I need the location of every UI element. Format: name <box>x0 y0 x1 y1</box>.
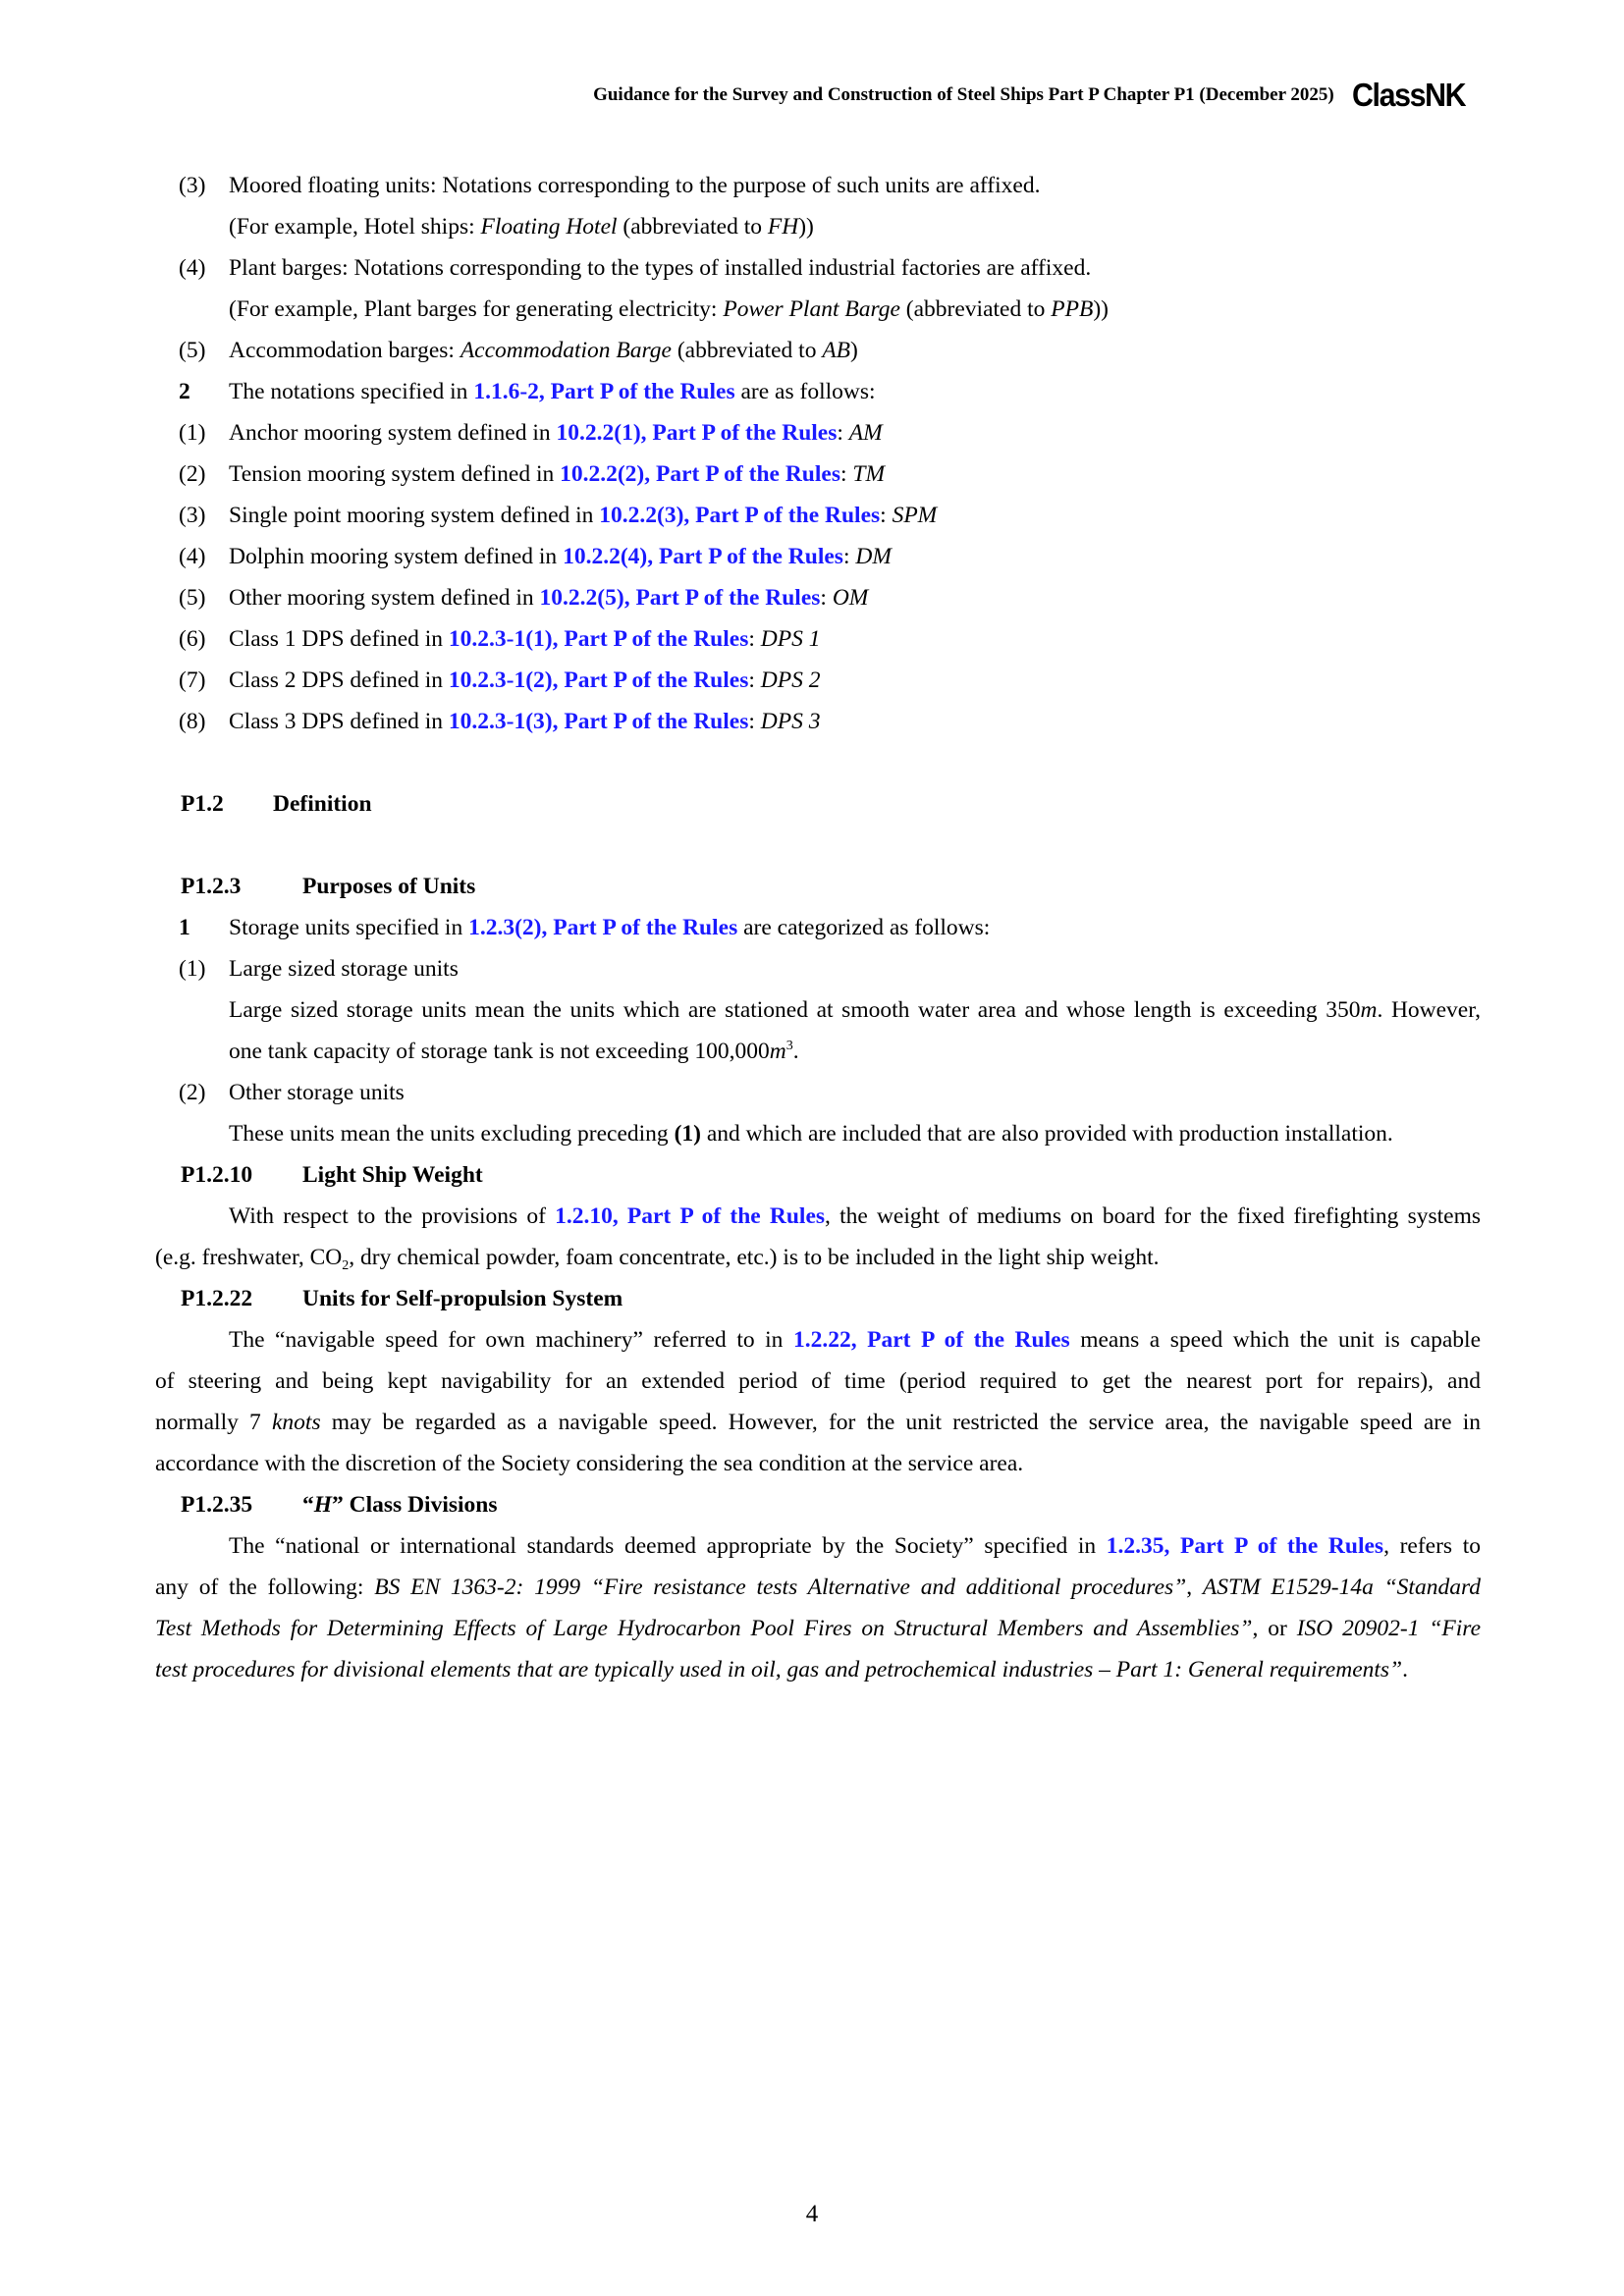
text-line: accordance with the discretion of the Society considering the sea condition at the service area. <box>155 1451 1024 1476</box>
header-title: Guidance for the Survey and Construction of Steel Ships Part P Chapter P1 (December 2025) <box>593 84 1334 105</box>
example-text: (For example, Hotel ships: Floating Hotel (abbreviated to FH)) <box>229 214 814 240</box>
section-number: P1.2.22 <box>181 1286 253 1311</box>
notation-code: SPM <box>892 503 938 528</box>
section-title: Purposes of Units <box>302 874 476 899</box>
section-heading-p1-2 <box>155 783 1481 825</box>
notation-code: DPS 3 <box>760 709 821 734</box>
rule-link[interactable]: 1.2.10, Part P of the Rules <box>555 1203 826 1229</box>
list-item: (4) Dolphin mooring system defined in 10.2.2(4), Part P of the Rules: DM <box>179 544 892 569</box>
text-line: normally 7 knots may be regarded as a navigable speed. However, for the unit restricted the service area, the navigable speed are in <box>155 1410 1481 1435</box>
section-title: “H” Class Divisions <box>302 1492 498 1518</box>
text-line: With respect to the provisions of 1.2.10, Part P of the Rules, the weight of mediums on board for the fixed firefighting systems <box>229 1203 1482 1229</box>
section-number: P1.2.3 <box>181 874 242 899</box>
item-text: Moored floating units: Notations corresponding to the purpose of such units are affixed. <box>229 173 1041 198</box>
item-label: (4) <box>179 255 206 281</box>
text-line: of steering and being kept navigability for an extended period of time (period required to get the nearest port for repairs), and <box>155 1368 1481 1394</box>
text-line: (e.g. freshwater, $CO_2$, dry chemical powder, foam concentrate, etc.) is to be included in the light ship weight. <box>155 1245 1160 1273</box>
list-item: (1) Large sized storage units <box>155 948 1481 989</box>
text-line: one tank capacity of storage tank is not exceeding $100,000m^3$. <box>229 1039 799 1064</box>
section-heading-p1-2-3 <box>155 866 1481 907</box>
item-label: (3) <box>179 173 206 198</box>
paragraph-2: 2 The notations specified in 1.1.6-2, Part P of the Rules are as follows: <box>155 371 1481 412</box>
text-line: Test Methods for Determining Effects of Large Hydrocarbon Pool Fires on Structural Members and Assemblies”, or ISO 20902-1 “Fire <box>155 1616 1481 1641</box>
rule-link[interactable]: 10.2.3-1(3), Part P of the Rules <box>448 709 749 734</box>
notation-code: DPS 1 <box>760 626 821 652</box>
list-item: (6) Class 1 DPS defined in 10.2.3-1(1), Part P of the Rules: DPS 1 <box>179 626 821 652</box>
example-line <box>155 289 1481 330</box>
notation-code: DPS 2 <box>760 667 821 693</box>
notation-code: TM <box>852 461 886 487</box>
notation-code: OM <box>832 585 869 611</box>
page-header <box>0 77 1475 114</box>
notation-code: DM <box>855 544 892 569</box>
list-item: (3) Single point mooring system defined in 10.2.2(3), Part P of the Rules: SPM <box>179 503 938 528</box>
rule-link[interactable]: 10.2.2(3), Part P of the Rules <box>599 503 881 528</box>
section-heading-p1-2-10 <box>155 1154 1481 1196</box>
example-text: (For example, Plant barges for generating electricity: Power Plant Barge (abbreviated to PPB)) <box>229 296 1109 322</box>
document-body <box>155 165 1481 1690</box>
rule-link[interactable]: 1.2.22, Part P of the Rules <box>792 1327 1070 1353</box>
item-title: Other storage units <box>229 1080 405 1105</box>
text-line: any of the following: BS EN 1363-2: 1999 “Fire resistance tests Alternative and additional procedures”, ASTM E1529-14a “Standard <box>155 1575 1481 1600</box>
paragraph-number: 1 <box>179 915 190 940</box>
classnk-logo: ClassNK <box>1351 77 1465 113</box>
example-line <box>155 206 1481 247</box>
list-item <box>155 165 1481 206</box>
list-item: (2) Tension mooring system defined in 10.2.2(2), Part P of the Rules: TM <box>179 461 886 487</box>
item-title: Large sized storage units <box>229 956 459 982</box>
list-item: (8) Class 3 DPS defined in 10.2.3-1(3), Part P of the Rules: DPS 3 <box>179 709 821 734</box>
item-text: Accommodation barges: Accommodation Barge (abbreviated to AB) <box>229 338 858 363</box>
text-line: The “navigable speed for own machinery” referred to in 1.2.22, Part P of the Rules means a speed which the unit is capable <box>229 1327 1481 1353</box>
rule-link[interactable]: 1.2.35, Part P of the Rules <box>1106 1533 1384 1559</box>
rule-link[interactable]: 10.2.2(5), Part P of the Rules <box>539 585 821 611</box>
rule-link[interactable]: 1.1.6-2, Part P of the Rules <box>473 379 735 404</box>
rule-link[interactable]: 10.2.2(1), Part P of the Rules <box>556 420 838 446</box>
rule-link[interactable]: 10.2.2(2), Part P of the Rules <box>560 461 840 487</box>
notation-code: AM <box>848 420 883 446</box>
section-number: P1.2 <box>181 791 224 817</box>
rule-link[interactable]: 10.2.2(4), Part P of the Rules <box>563 544 843 569</box>
list-item: (7) Class 2 DPS defined in 10.2.3-1(2), Part P of the Rules: DPS 2 <box>179 667 821 693</box>
text-line: The “national or international standards deemed appropriate by the Society” specified in 1.2.35, Part P of the Rules, refers to <box>229 1533 1482 1559</box>
item-label: (5) <box>179 338 206 363</box>
list-item: (5) Other mooring system defined in 10.2.2(5), Part P of the Rules: OM <box>179 585 869 611</box>
section-number: P1.2.10 <box>181 1162 253 1188</box>
section-title: Units for Self-propulsion System <box>302 1286 623 1311</box>
section-number: P1.2.35 <box>181 1492 253 1518</box>
paragraph-1: 1 Storage units specified in 1.2.3(2), Part P of the Rules are categorized as follows: <box>155 907 1481 948</box>
rule-link[interactable]: 10.2.3-1(2), Part P of the Rules <box>448 667 749 693</box>
list-item <box>155 247 1481 289</box>
list-item: (1) Anchor mooring system defined in 10.2.2(1), Part P of the Rules: AM <box>179 420 883 446</box>
list-item: (2) Other storage units <box>155 1072 1481 1113</box>
text-line: test procedures for divisional elements that are typically used in oil, gas and petrochemical industries – Part 1: General requirements”. <box>155 1657 1408 1682</box>
rule-link[interactable]: 10.2.3-1(1), Part P of the Rules <box>448 626 749 652</box>
section-title: Light Ship Weight <box>302 1162 483 1188</box>
section-heading-p1-2-35 <box>155 1484 1481 1525</box>
page-number: 4 <box>805 2201 819 2227</box>
list-item <box>155 330 1481 371</box>
paragraph-number: 2 <box>179 379 190 404</box>
section-title: Definition <box>273 791 372 817</box>
item-text: Plant barges: Notations corresponding to the types of installed industrial factories are affixed. <box>229 255 1092 281</box>
section-heading-p1-2-22 <box>155 1278 1481 1319</box>
rule-link[interactable]: 1.2.3(2), Part P of the Rules <box>468 915 738 940</box>
text-line: Large sized storage units mean the units which are stationed at smooth water area and whose length is exceeding 350m. However, <box>229 997 1482 1023</box>
text-line: These units mean the units excluding preceding (1) and which are included that are also provided with production installation. <box>229 1121 1393 1147</box>
mooring-notation-list <box>155 412 1481 742</box>
